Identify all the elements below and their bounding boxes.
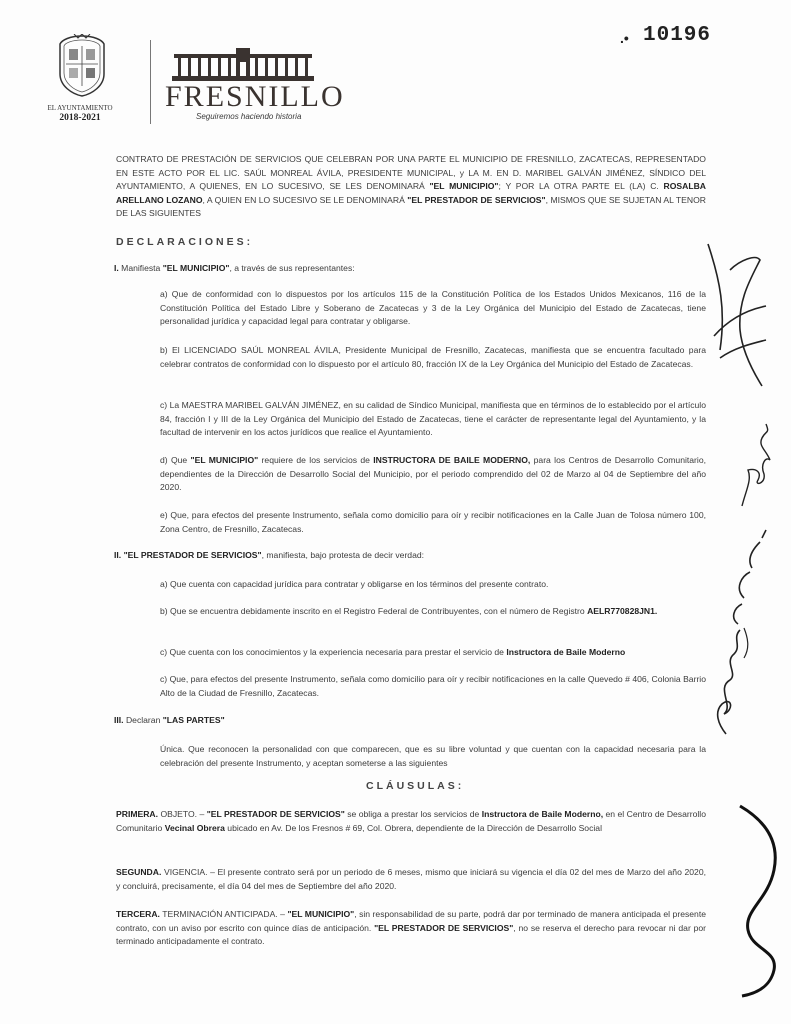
prestador-b: b) Que se encuentra debidamente inscrito en el Registro Federal de Contribuyentes, con el número de Registro AELR770828JN1.	[160, 606, 658, 616]
header-divider	[150, 40, 151, 124]
unica-clause: Única. Que reconocen la personalidad con que comparecen, que es su libre voluntad y que cuentan con la capacidad necesaria para la celebración del presente Instrumento, y aceptan someterse a las siguientes	[160, 744, 706, 768]
section-one-heading: I. Manifiesta "EL MUNICIPIO", a través de sus representantes:	[114, 263, 355, 273]
municipal-seal-icon	[56, 34, 108, 98]
logo-slogan: Seguiremos haciendo historia	[196, 112, 302, 121]
building-logo-icon	[170, 48, 316, 82]
signature-large-stroke	[734, 800, 788, 1000]
ayuntamiento-label: EL AYUNTAMIENTO	[47, 104, 113, 112]
fresnillo-logo-text: FRESNILLO	[165, 80, 345, 113]
prestador-d: c) Que, para efectos del presente Instrumento, señala como domicilio para oír y recibir notificaciones en la calle Quevedo # 406, Colonia Barrio Alto de la Ciudad de Fresnillo, Zacatecas.	[160, 674, 706, 698]
clause-segunda: SEGUNDA. VIGENCIA. – El presente contrato será por un periodo de 6 meses, mismo que iniciará su vigencia el día 02 del mes de Marzo del año 2020, y concluirá, precisamente, el día 04 del mes de Septiembre del año 2020.	[116, 867, 706, 891]
prestador-a: a) Que cuenta con capacidad jurídica para contratar y obligarse en los términos del presente contrato.	[160, 579, 549, 589]
clausulas-heading: CLÁUSULAS:	[366, 780, 465, 792]
signature-lozano	[736, 420, 776, 510]
section-three-heading: III. Declaran "LAS PARTES"	[114, 715, 225, 725]
clause-tercera: TERCERA. TERMINACIÓN ANTICIPADA. – "EL MUNICIPIO", sin responsabilidad de su parte, podrá dar por terminado de manera anticipada el presente contrato, con un aviso por escrito con quince días de anticipación. "EL PRESTADOR DE SERVICIOS", no se reserva el derecho para revocar ni dar por terminado anticipadamente el contrato.	[116, 909, 707, 946]
declaration-b: b) El LICENCIADO SAÚL MONREAL ÁVILA, Presidente Municipal de Fresnillo, Zacatecas, manifiesta que se encuentra facultado para celebrar contratos de conformidad con lo dispuesto por el artículo 80, fracción IX de la Ley Orgánica del Municipio del Estado de Zacatecas.	[160, 345, 706, 369]
ayuntamiento-years: 2018-2021	[59, 113, 101, 123]
prestador-c: c) Que cuenta con los conocimientos y la experiencia necesaria para prestar el servicio de Instructora de Baile Moderno	[160, 647, 626, 657]
declaration-d: d) Que "EL MUNICIPIO" requiere de los servicios de INSTRUCTORA DE BAILE MODERNO, para los Centros de Desarrollo Comunitario, dependientes de la Dirección de Desarrollo Social del Municipio, por el periodo comprendido del 02 de Marzo al 04 de Septiembre del año 2020.	[160, 455, 706, 492]
declaration-e: e) Que, para efectos del presente Instrumento, señala como domicilio para oír y recibir notificaciones en la Calle Juan de Tolosa número 100, Zona Centro, de Fresnillo, Zacatecas.	[160, 510, 706, 534]
declaration-c: c) La MAESTRA MARIBEL GALVÁN JIMÉNEZ, en su calidad de Síndico Municipal, manifiesta que en términos de lo establecido por el artículo 84, fracción I y III de la Ley Orgánica del Municipio del Estado de Zacatecas, tiene el carácter de representante legal del Ayuntamiento, y la facultad de intervenir en los actos jurídicos que realice el Ayuntamiento.	[160, 400, 706, 437]
folio-number: 10196	[643, 24, 712, 47]
declaraciones-heading: DECLARACIONES:	[116, 236, 254, 248]
clause-primera: PRIMERA. OBJETO. – "EL PRESTADOR DE SERVICIOS" se obliga a prestar los servicios de Instructora de Baile Moderno, en el Centro de Desarrollo Comunitario Vecinal Obrera ubicado en Av. De los Fresnos # 69, Col. Obrera, dependiente de la Dirección de Desarrollo Social	[116, 809, 706, 833]
signature-scribble-top	[700, 240, 772, 390]
contract-intro: CONTRATO DE PRESTACIÓN DE SERVICIOS QUE CELEBRAN POR UNA PARTE EL MUNICIPIO DE FRESNILLO, ZACATECAS, REPRESENTADO EN ESTE ACTO POR EL LIC. SAÚL MONREAL ÁVILA, PRESIDENTE MUNICIPAL, y LA M. EN D. MARIBEL GALVÁN JIMÉNEZ, SÍNDICO DEL AYUNTAMIENTO, A QUIENES, EN LO SUCESIVO, SE LES DENOMINARÁ "EL MUNICIPIO"; Y POR LA OTRA PARTE EL (LA) C. ROSALBA ARELLANO LOZANO, A QUIEN EN LO SUCESIVO SE LE DENOMINARÁ "EL PRESTADOR DE SERVICIOS", MISMOS QUE SE SUJETAN AL TENOR DE LAS SIGUIENTES	[116, 154, 707, 218]
declaration-a: a) Que de conformidad con lo dispuestos por los artículos 115 de la Constitución Política de los Estados Unidos Mexicanos, 116 de la Constitución Política del Estado Libre y Soberano de Zacatecas y 3 de la Ley Orgánica del Municipio del Estado de Zacatecas, tiene personalidad jurídica y capacidad legal para contratar y obligarse.	[160, 289, 706, 326]
folio-mark: .•	[620, 30, 629, 46]
section-two-heading: II. "EL PRESTADOR DE SERVICIOS", manifiesta, bajo protesta de decir verdad:	[114, 550, 425, 560]
signature-rosalba-arellano	[704, 528, 778, 738]
